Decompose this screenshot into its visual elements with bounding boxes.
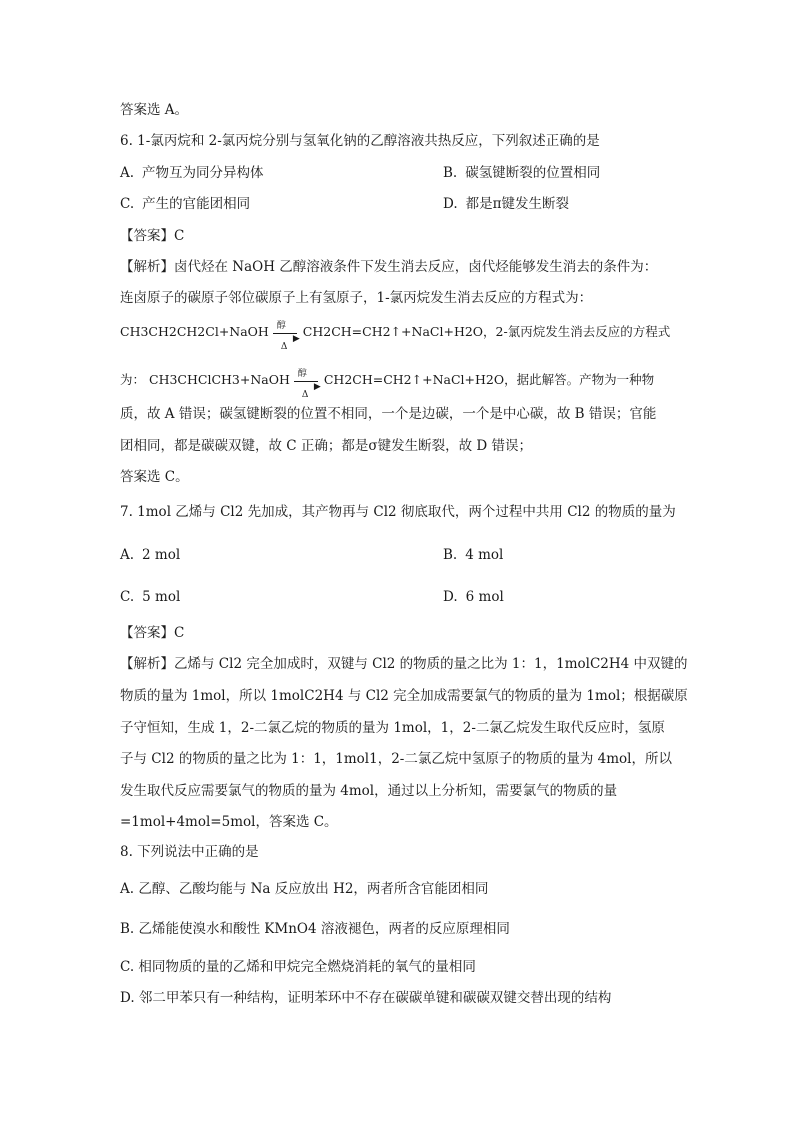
option-text: 5 mol — [142, 589, 181, 605]
arrow-condition-bottom: Δ — [301, 389, 309, 400]
reaction-arrow — [273, 320, 300, 352]
option-label: C. — [120, 589, 135, 605]
option-text: 都是π键发生断裂 — [465, 196, 570, 212]
q8-option-a: A. 乙醇、乙酸均能与 Na 反应放出 H2，两者所含官能团相同 — [120, 881, 489, 897]
explanation-6-line-2: 连卤原子的碳原子邻位碳原子上有氢原子，1-氯丙烷发生消去反应的方程式为： — [120, 290, 593, 306]
equation-1-left: CH3CH2CH2Cl+NaOH — [120, 324, 269, 339]
q6-option-d — [443, 194, 569, 214]
arrow-condition-top: 醇 — [297, 368, 307, 379]
option-text: 碳氢键断裂的位置相同 — [465, 165, 601, 181]
answer-7: 【答案】C — [120, 625, 185, 641]
q8-option-b: B. 乙烯能使溴水和酸性 KMnO4 溶液褪色，两者的反应原理相同 — [120, 921, 510, 937]
explanation-7-line-5: 发生取代反应需要氯气的物质的量为 4mol，通过以上分析知，需要氯气的物质的量 — [120, 783, 618, 799]
option-label: B. — [443, 165, 458, 181]
option-text: 产生的官能团相同 — [142, 196, 251, 212]
arrow-condition-top: 醇 — [276, 320, 286, 331]
explanation-6-line-1: 【解析】卤代烃在 NaOH 乙醇溶液条件下发生消去反应，卤代烃能够发生消去的条件为： — [120, 259, 658, 275]
option-label: C. — [120, 196, 135, 212]
option-text: 6 mol — [465, 589, 504, 605]
equation-2-left: CH3CHClCH3+NaOH — [149, 372, 290, 387]
equation-2-prefix: 为： — [120, 372, 146, 387]
explanation-6-line-5: 质，故 A 错误；碳氢键断裂的位置不相同，一个是边碳，一个是中心碳，故 B 错误；官能 — [120, 406, 657, 422]
explanation-7-line-4: 子与 Cl2 的物质的量之比为 1：1，1mol1，2-二氯乙烷中氢原子的物质的量为 4mol，所以 — [120, 751, 672, 767]
explanation-7-line-6: =1mol+4mol=5mol，答案选 C。 — [120, 814, 338, 830]
question-7: 7. 1mol 乙烯与 Cl2 先加成，其产物再与 Cl2 彻底取代，两个过程中共用 Cl2 的物质的量为 — [120, 504, 676, 520]
answer-line-6: 答案选 C。 — [120, 469, 189, 485]
q7-option-a — [120, 545, 180, 565]
question-6: 6. 1-氯丙烷和 2-氯丙烷分别与氢氧化钠的乙醇溶液共热反应，下列叙述正确的是 — [120, 133, 600, 149]
q6-option-b — [443, 163, 600, 183]
option-label: A. — [120, 165, 135, 181]
option-text: 4 mol — [465, 547, 504, 563]
q7-option-b — [443, 545, 503, 565]
option-text: 产物互为同分异构体 — [142, 165, 264, 181]
question-8: 8. 下列说法中正确的是 — [120, 844, 259, 860]
option-label: D. — [443, 196, 458, 212]
explanation-7-line-2: 物质的量为 1mol，所以 1molC2H4 与 Cl2 完全加成需要氯气的物质的量为 1mol；根据碳原 — [120, 688, 688, 704]
q6-option-a — [120, 163, 264, 183]
explanation-7-line-1: 【解析】乙烯与 Cl2 完全加成时，双键与 Cl2 的物质的量之比为 1：1，1molC2H4 中双键的 — [120, 656, 688, 672]
equation-1 — [120, 320, 680, 352]
arrow-condition-bottom: Δ — [280, 341, 288, 352]
q6-option-c — [120, 194, 250, 214]
q8-option-c: C. 相同物质的量的乙烯和甲烷完全燃烧消耗的氧气的量相同 — [120, 959, 476, 975]
explanation-6-line-6: 团相同，都是碳碳双键，故 C 正确；都是σ键发生断裂，故 D 错误； — [120, 438, 533, 454]
arrow-head: ▶ — [292, 333, 300, 344]
q8-option-d: D. 邻二甲苯只有一种结构，证明苯环中不存在碳碳单键和碳碳双键交替出现的结构 — [120, 990, 612, 1006]
equation-1-right: CH2CH=CH2↑+NaCl+H2O，2-氯丙烷发生消去反应的方程式 — [302, 324, 671, 339]
answer-6: 【答案】C — [120, 228, 185, 244]
equation-2-right: CH2CH=CH2↑+NaCl+H2O，据此解答。产物为一种物 — [323, 372, 655, 387]
option-label: D. — [443, 589, 458, 605]
reaction-arrow — [294, 368, 321, 400]
answer-line-5: 答案选 A。 — [120, 102, 189, 118]
option-label: A. — [120, 547, 135, 563]
explanation-7-line-3: 子守恒知，生成 1，2-二氯乙烷的物质的量为 1mol，1，2-二氯乙烷发生取代反应时，氢原 — [120, 720, 665, 736]
q7-option-d — [443, 587, 504, 607]
equation-2 — [120, 368, 680, 400]
option-label: B. — [443, 547, 458, 563]
option-text: 2 mol — [142, 547, 181, 563]
q7-option-c — [120, 587, 180, 607]
arrow-head: ▶ — [313, 381, 321, 392]
